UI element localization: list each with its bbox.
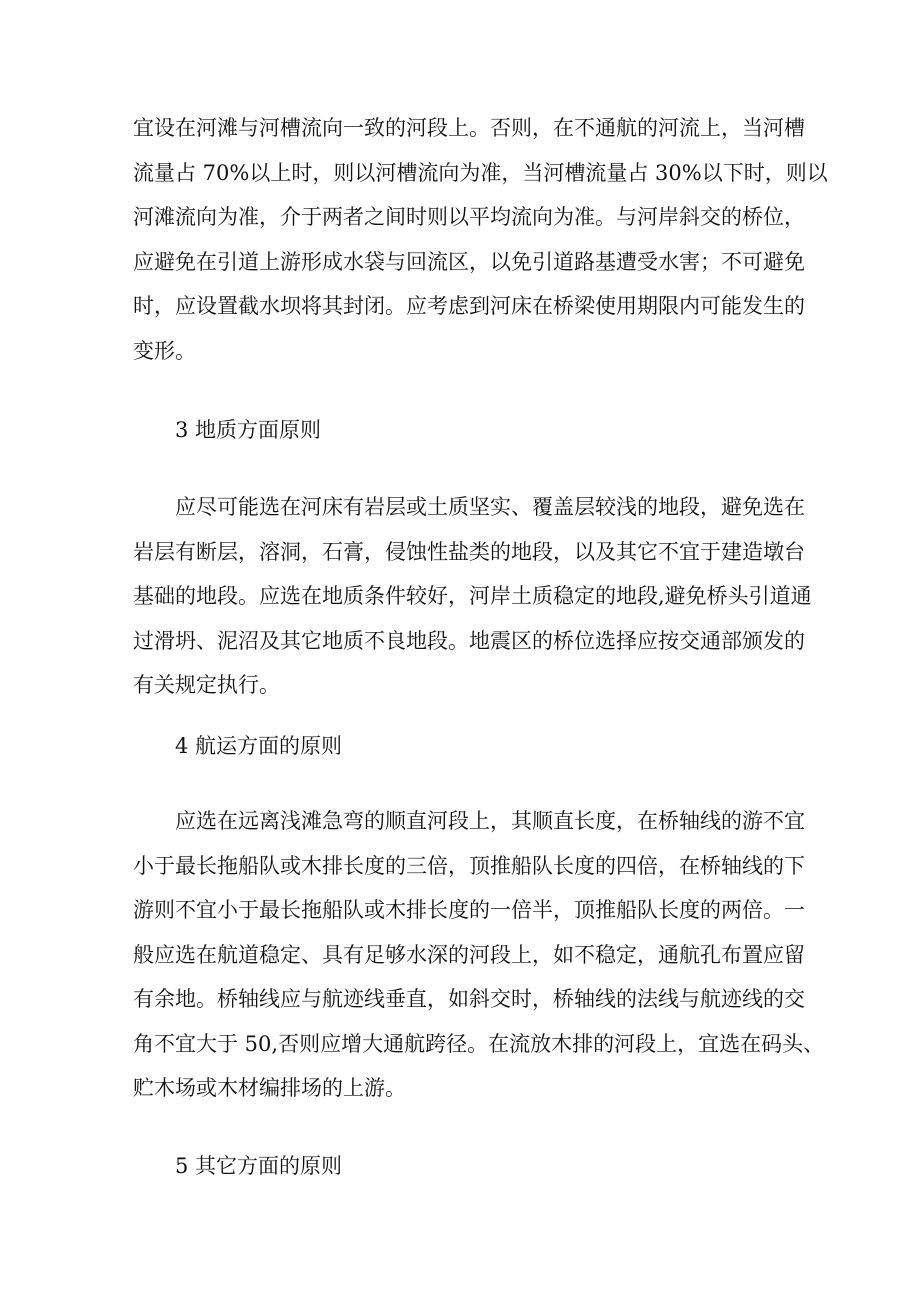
section-heading-navigation: 4 航运方面的原则: [175, 734, 343, 758]
paragraph-line: 角不宜大于 50,否则应增大通航跨径。在流放木排的河段上，宜选在码头、: [133, 1031, 825, 1056]
paragraph-line: 宜设在河滩与河槽流向一致的河段上。否则，在不通航的河流上，当河槽: [133, 116, 805, 140]
paragraph-line: 有余地。桥轴线应与航迹线垂直，如斜交时，桥轴线的法线与航迹线的交: [133, 987, 805, 1011]
paragraph-line: 基础的地段。应选在地质条件较好，河岸土质稳定的地段,避免桥头引道通: [133, 584, 812, 608]
paragraph-line: 应选在远离浅滩急弯的顺直河段上，其顺直长度，在桥轴线的游不宜: [175, 809, 805, 833]
paragraph-line: 应避免在引道上游形成水袋与回流区，以免引道路基遭受水害；不可避免: [133, 249, 805, 274]
paragraph-line: 岩层有断层，溶洞，石膏，侵蚀性盐类的地段，以及其它不宜于建造墩台: [133, 539, 805, 564]
paragraph-line: 变形。: [133, 338, 196, 363]
paragraph-geology: [133, 485, 812, 708]
paragraph-line: 小于最长拖船队或木排长度的三倍，顶推船队长度的四倍，在桥轴线的下: [133, 853, 805, 878]
paragraph-line: 河滩流向为准，介于两者之间时则以平均流向为准。与河岸斜交的桥位，: [133, 205, 805, 229]
paragraph-river-flow: [133, 106, 828, 373]
paragraph-line: 时，应设置截水坝将其封闭。应考虑到河床在桥梁使用期限内可能发生的: [133, 294, 805, 318]
paragraph-line: 流量占 70%以上时，则以河槽流向为准，当河槽流量占 30%以下时，则以: [133, 160, 828, 185]
section-heading-geology: 3 地质方面原则: [175, 418, 322, 442]
paragraph-line: 有关规定执行。: [133, 673, 280, 697]
paragraph-line: 般应选在航道稳定、具有足够水深的河段上，如不稳定，通航孔布置应留: [133, 942, 805, 967]
paragraph-navigation: [133, 799, 825, 1111]
paragraph-line: 过滑坍、泥沼及其它地质不良地段。地震区的桥位选择应按交通部颁发的: [133, 628, 805, 653]
paragraph-line: 应尽可能选在河床有岩层或土质坚实、覆盖层较浅的地段，避免选在: [175, 495, 805, 519]
paragraph-line: 游则不宜小于最长拖船队或木排长度的一倍半，顶推船队长度的两倍。一: [133, 898, 805, 922]
paragraph-line: 贮木场或木材编排场的上游。: [133, 1076, 406, 1100]
section-heading-other: 5 其它方面的原则: [175, 1154, 343, 1178]
